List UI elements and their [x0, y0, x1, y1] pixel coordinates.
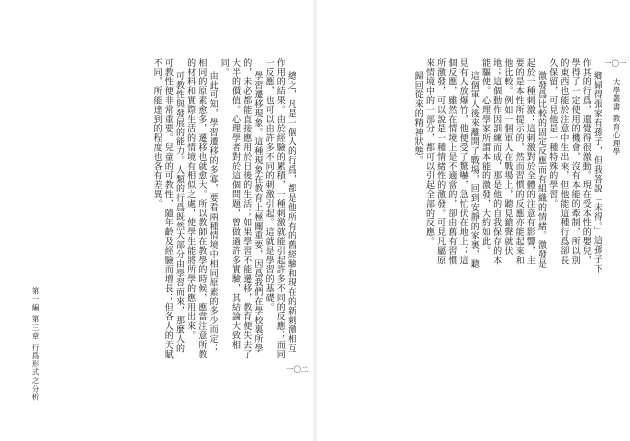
- paragraph: 激發爲比較的固定反應而有組織的情緒。激發是起於一種刺激：這刺激對於全體的注意有影響，主要的是本性所提示的，然而習慣的反應亦能起來和他比較。例如一個軍人在戰場上，聽見鎗聲就伏地；這個動作因訓練而成，那是他的自我保存的本能驅使。心理學家所謂本能的激發，大約如此。: [479, 58, 546, 268]
- right-page: [315, 0, 630, 441]
- running-head: 第一編 第三章 行爲形式之分析: [31, 287, 40, 402]
- body-text: [28, 58, 296, 360]
- paragraph: 學習遷移現象。這種現象在教育上極關重要，因爲我們在學校裏所學的，未必都能直接應用於日後的生活；如果學習不能遷移，教育便失去了大半的價值。心理學者對於這個問題，曾做過許多實驗，其結論大致相同。: [218, 58, 263, 359]
- page-number: 一〇一: [604, 59, 627, 68]
- running-head: 大學叢書 教育心理學: [612, 78, 621, 156]
- paragraph: 總之，凡是一個人的行爲，都是他所有的舊經驗和現在的新刺激相互作用的結果。由於經驗的累積，一種刺激就能引起許多不同的反應；而同一反應，也可以由許多不同的刺激引起。這就是學習的基礎。: [263, 58, 296, 359]
- paragraph: 可教性與發展的能力。人類的行爲既然大部分由學習而來，那麼人的可教性便非常重要。兒童的可教性，隨年齡及經驗而增長；但各人的天賦不同，所能達到的程度也各有差異。: [151, 58, 184, 359]
- paragraph: 鄉婦得張家有孫子，但我答說「未得。」這孫子下作其的行爲，還覺得很激動。現在受本性的嬰兒，學得了一定使用的機會，沒有本能的牽制，所以別的東西也能於注意中生出來，但他能這種行爲卻長久保留，可見他是一種特殊的學習。: [547, 58, 602, 273]
- paragraph: 這個軍人後來離開了戰場，回到安靜的家裏，聽見有人放爆竹，他便受了驚嚇，急忙伏在地上；這個反應，雖然在情境上是不適當的，卻由舊有習慣所激發，可以說是一種情緒性的激發。可見凡屬原來情境中的一部分，都可以引起全部的反應。: [423, 58, 479, 268]
- body-text: [333, 58, 602, 273]
- paragraph: 由此可知，學習遷移的多寡，要看兩種情境中相同原素的多少而定；相同的原素愈多，遷移也就愈大。所以教師在教學的時候，應當注意所教的材料和實際生活的情境有相似之處，使學生能將所學的應用出來。: [185, 58, 218, 359]
- paragraph: 歸回從來的精神狀態。: [412, 70, 423, 165]
- page-number: 一〇二: [286, 365, 309, 374]
